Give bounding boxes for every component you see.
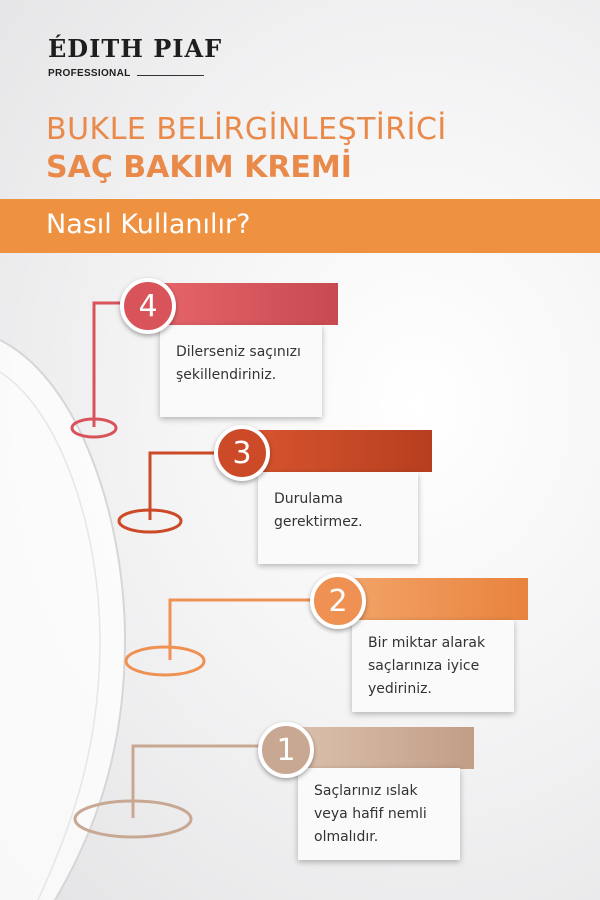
step-4-card	[160, 325, 322, 417]
banner-title: Nasıl Kullanılır?	[46, 209, 251, 240]
brand-name: ÉDITH PIAF	[48, 34, 223, 63]
title-line-2: SAÇ BAKIM KREMİ	[46, 150, 352, 185]
brand-divider	[137, 75, 204, 76]
step-3-text-2: gerektirmez.	[274, 514, 363, 530]
step-1-bar	[288, 727, 474, 769]
step-2-text-1: Bir miktar alarak	[368, 635, 486, 651]
title-line-1: BUKLE BELİRGİNLEŞTİRİCİ	[46, 112, 447, 147]
step-1-number: 1	[258, 722, 314, 778]
step-4-pin	[72, 303, 120, 437]
step-2-number: 2	[310, 573, 366, 629]
step-1-card	[298, 768, 460, 860]
brand-logo	[48, 36, 222, 79]
step-2-text-3: yediriniz.	[368, 681, 432, 697]
step-4-text-1: Dilerseniz saçınızı	[176, 344, 301, 360]
step-2-bar	[340, 578, 528, 620]
step-4-text-2: şekillendiriniz.	[176, 367, 277, 383]
how-to-use-banner	[0, 199, 600, 253]
step-3-pin	[119, 453, 216, 532]
step-2-card	[352, 620, 514, 712]
step-4-bar	[148, 283, 338, 325]
step-3-number: 3	[214, 425, 270, 481]
step-1-text-2: veya hafif nemli	[314, 806, 427, 822]
step-4-number: 4	[120, 278, 176, 334]
step-1-text-3: olmalıdır.	[314, 829, 379, 845]
step-2-pin	[126, 600, 312, 675]
brand-sub: PROFESSIONAL	[48, 68, 131, 79]
step-3-card	[258, 472, 418, 564]
step-2-text-2: saçlarınıza iyice	[368, 658, 480, 674]
step-1-text-1: Saçlarınız ıslak	[314, 783, 418, 799]
step-3-bar	[244, 430, 432, 472]
step-3-text-1: Durulama	[274, 491, 343, 507]
